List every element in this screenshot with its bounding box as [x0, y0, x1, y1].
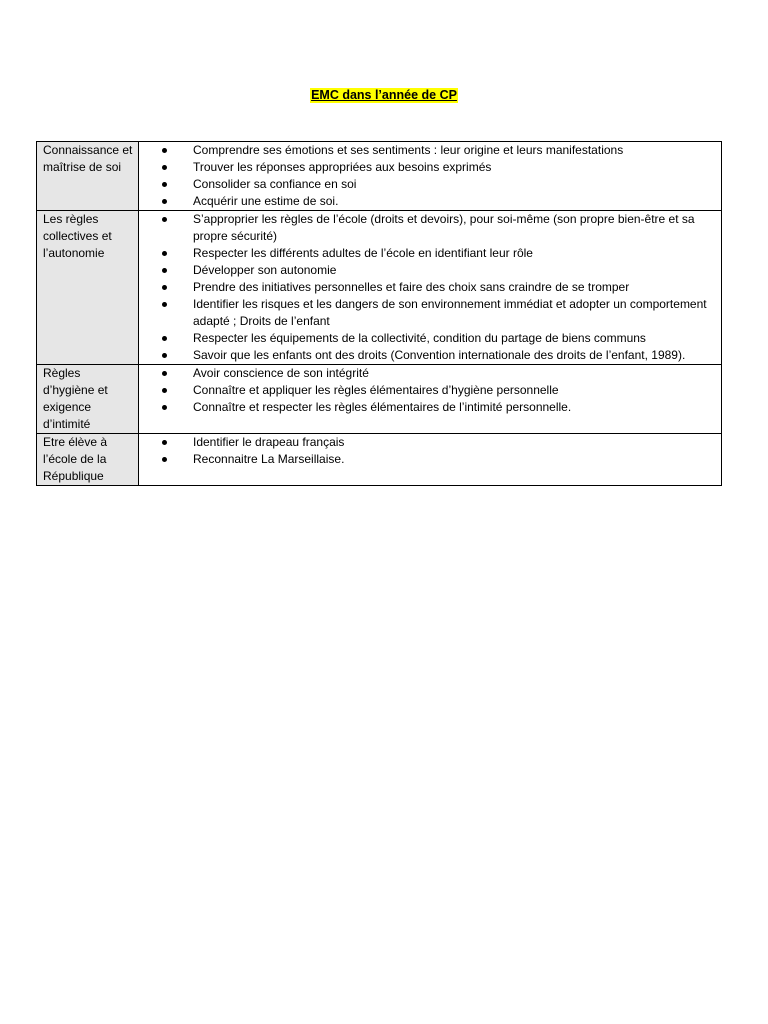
items-cell: [139, 365, 722, 434]
items-cell: [139, 211, 722, 365]
table-row: [37, 365, 722, 434]
list-item: Respecter les différents adultes de l’école en identifiant leur rôle: [139, 245, 717, 262]
list-item: Connaître et appliquer les règles élémentaires d’hygiène personnelle: [139, 382, 717, 399]
list-item: Reconnaitre La Marseillaise.: [139, 451, 717, 468]
list-item: Prendre des initiatives personnelles et faire des choix sans craindre de se tromper: [139, 279, 717, 296]
category-cell: Les règles collectives et l’autonomie: [37, 211, 139, 365]
list-item: Développer son autonomie: [139, 262, 717, 279]
table-row: [37, 434, 722, 486]
list-item: Acquérir une estime de soi.: [139, 193, 717, 210]
bullet-list: [139, 142, 717, 210]
list-item: Consolider sa confiance en soi: [139, 176, 717, 193]
table-row: [37, 211, 722, 365]
emc-table: [36, 141, 722, 486]
category-cell: Connaissance et maîtrise de soi: [37, 142, 139, 211]
list-item: Identifier le drapeau français: [139, 434, 717, 451]
document-title: EMC dans l’année de CP: [311, 88, 457, 102]
list-item: Connaître et respecter les règles élémentaires de l’intimité personnelle.: [139, 399, 717, 416]
list-item: S’approprier les règles de l’école (droits et devoirs), pour soi-même (son propre bien-être et sa propre sécurité): [139, 211, 717, 245]
category-cell: Etre élève à l’école de la République: [37, 434, 139, 486]
list-item: Avoir conscience de son intégrité: [139, 365, 717, 382]
list-item: Respecter les équipements de la collectivité, condition du partage de biens communs: [139, 330, 717, 347]
list-item: Savoir que les enfants ont des droits (Convention internationale des droits de l’enfant, 1989).: [139, 347, 717, 364]
bullet-list: [139, 434, 717, 468]
category-cell: Règles d’hygiène et exigence d’intimité: [37, 365, 139, 434]
items-cell: [139, 142, 722, 211]
list-item: Comprendre ses émotions et ses sentiments : leur origine et leurs manifestations: [139, 142, 717, 159]
items-cell: [139, 434, 722, 486]
list-item: Identifier les risques et les dangers de son environnement immédiat et adopter un comportement adapté ; Droits de l’enfant: [139, 296, 717, 330]
title-container: [0, 86, 768, 104]
list-item: Trouver les réponses appropriées aux besoins exprimés: [139, 159, 717, 176]
bullet-list: [139, 211, 717, 364]
table-row: [37, 142, 722, 211]
bullet-list: [139, 365, 717, 416]
